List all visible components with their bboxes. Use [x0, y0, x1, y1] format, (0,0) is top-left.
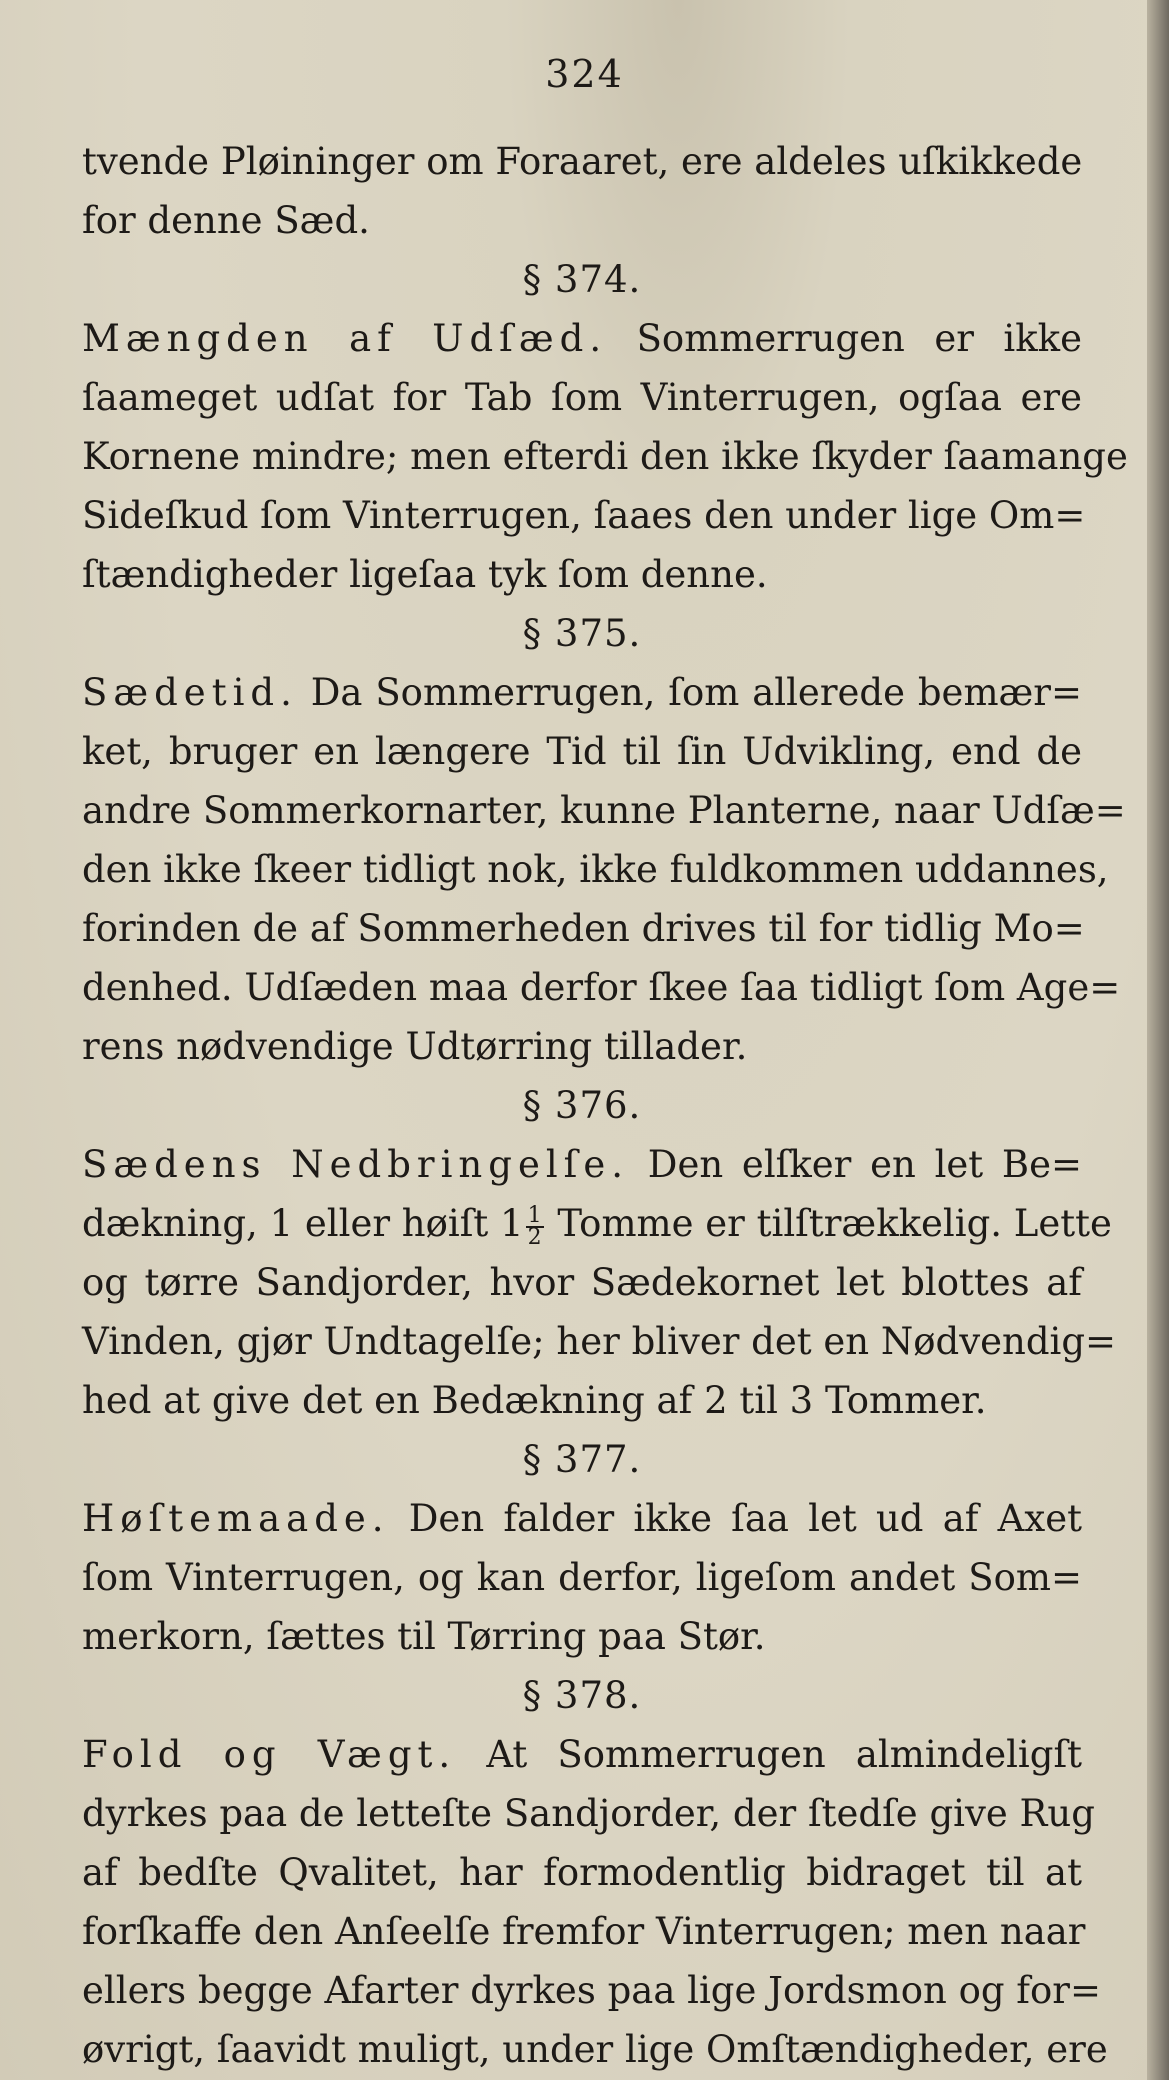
section-heading-375: § 375. — [522, 612, 642, 655]
section-title-374: Mængden af Udſæd. — [82, 317, 608, 360]
text-line: merkorn, ſættes til Tørring paa Stør. — [82, 1615, 766, 1658]
fraction-one-half — [526, 1202, 544, 1250]
page-text — [82, 132, 1128, 2079]
page-edge-shadow — [1147, 0, 1169, 2080]
text-line: Sideſkud ſom Vinterrugen, ſaaes den under lige Om= — [82, 494, 1086, 537]
text-line — [82, 663, 1082, 722]
section-title-375: Sædetid. — [82, 671, 298, 714]
text-fragment: Tomme er tilſtrækkelig. Lette — [557, 1202, 1112, 1245]
section-title-378: Fold og Vægt. — [82, 1733, 457, 1776]
section-heading-376: § 376. — [522, 1084, 642, 1127]
text-line: denhed. Udſæden maa derfor ſkee ſaa tidligt ſom Age= — [82, 966, 1121, 1009]
fraction-denominator: 2 — [527, 1224, 542, 1250]
text-fragment: At Sommerrugen almindeligſt — [486, 1733, 1083, 1776]
text-line: forinden de af Sommerheden drives til for tidlig Mo= — [82, 907, 1085, 950]
page-number: 324 — [545, 52, 624, 96]
text-line: Vinden, gjør Undtagelſe; her bliver det en Nødvendig= — [82, 1320, 1117, 1363]
text-line — [82, 309, 1082, 368]
section-heading-374: § 374. — [522, 258, 642, 301]
text-line: rens nødvendige Udtørring tillader. — [82, 1025, 748, 1068]
text-line: øvrigt, ſaavidt muligt, under lige Omſtændigheder, ere — [82, 2028, 1108, 2071]
section-title-376: Sædens Nedbringelſe. — [82, 1143, 630, 1186]
text-line: andre Sommerkornarter, kunne Planterne, naar Udſæ= — [82, 789, 1126, 832]
text-line: ellers begge Afarter dyrkes paa lige Jordsmon og for= — [82, 1969, 1101, 2012]
text-line — [82, 1135, 1082, 1194]
text-line: af bedſte Qvalitet, har formodentlig bidraget til at — [82, 1851, 1082, 1894]
text-fragment: dækning, 1 eller høiſt 1 — [82, 1202, 524, 1245]
text-fragment: Den elſker en let Be= — [647, 1143, 1082, 1186]
text-line — [82, 1725, 1082, 1784]
fraction-numerator: 1 — [527, 1202, 542, 1228]
text-fragment: Den falder ikke ſaa let ud af Axet — [408, 1497, 1082, 1540]
text-line — [82, 1194, 1112, 1253]
text-line: hed at give det en Bedækning af 2 til 3 Tommer. — [82, 1379, 987, 1422]
text-fragment: Da Sommerrugen, ſom allerede bemær= — [310, 671, 1082, 714]
text-line: dyrkes paa de letteſte Sandjorder, der ſtedſe give Rug — [82, 1792, 1095, 1835]
text-line: ſaameget udſat for Tab ſom Vinterrugen, ogſaa ere — [82, 376, 1082, 419]
text-line: ket, bruger en længere Tid til ſin Udvikling, end de — [82, 730, 1082, 773]
section-heading-377: § 377. — [522, 1438, 642, 1481]
text-line: den ikke ſkeer tidligt nok, ikke fuldkommen uddannes, — [82, 848, 1109, 891]
text-line: og tørre Sandjorder, hvor Sædekornet let blottes af — [82, 1261, 1082, 1304]
text-line — [82, 1489, 1082, 1548]
section-heading-378: § 378. — [522, 1674, 642, 1717]
text-line: ſom Vinterrugen, og kan derfor, ligeſom andet Som= — [82, 1556, 1082, 1599]
section-title-377: Høſtemaade. — [82, 1497, 390, 1540]
text-line: for denne Sæd. — [82, 199, 370, 242]
text-line: ſtændigheder ligeſaa tyk ſom denne. — [82, 553, 768, 596]
text-line: tvende Pløininger om Foraaret, ere aldeles uſkikkede — [82, 140, 1083, 183]
text-line: forſkaffe den Anſeelſe fremfor Vinterrugen; men naar — [82, 1910, 1086, 1953]
text-line: Kornene mindre; men efterdi den ikke ſkyder ſaamange — [82, 435, 1128, 478]
text-fragment: Sommerrugen er ikke — [636, 317, 1082, 360]
